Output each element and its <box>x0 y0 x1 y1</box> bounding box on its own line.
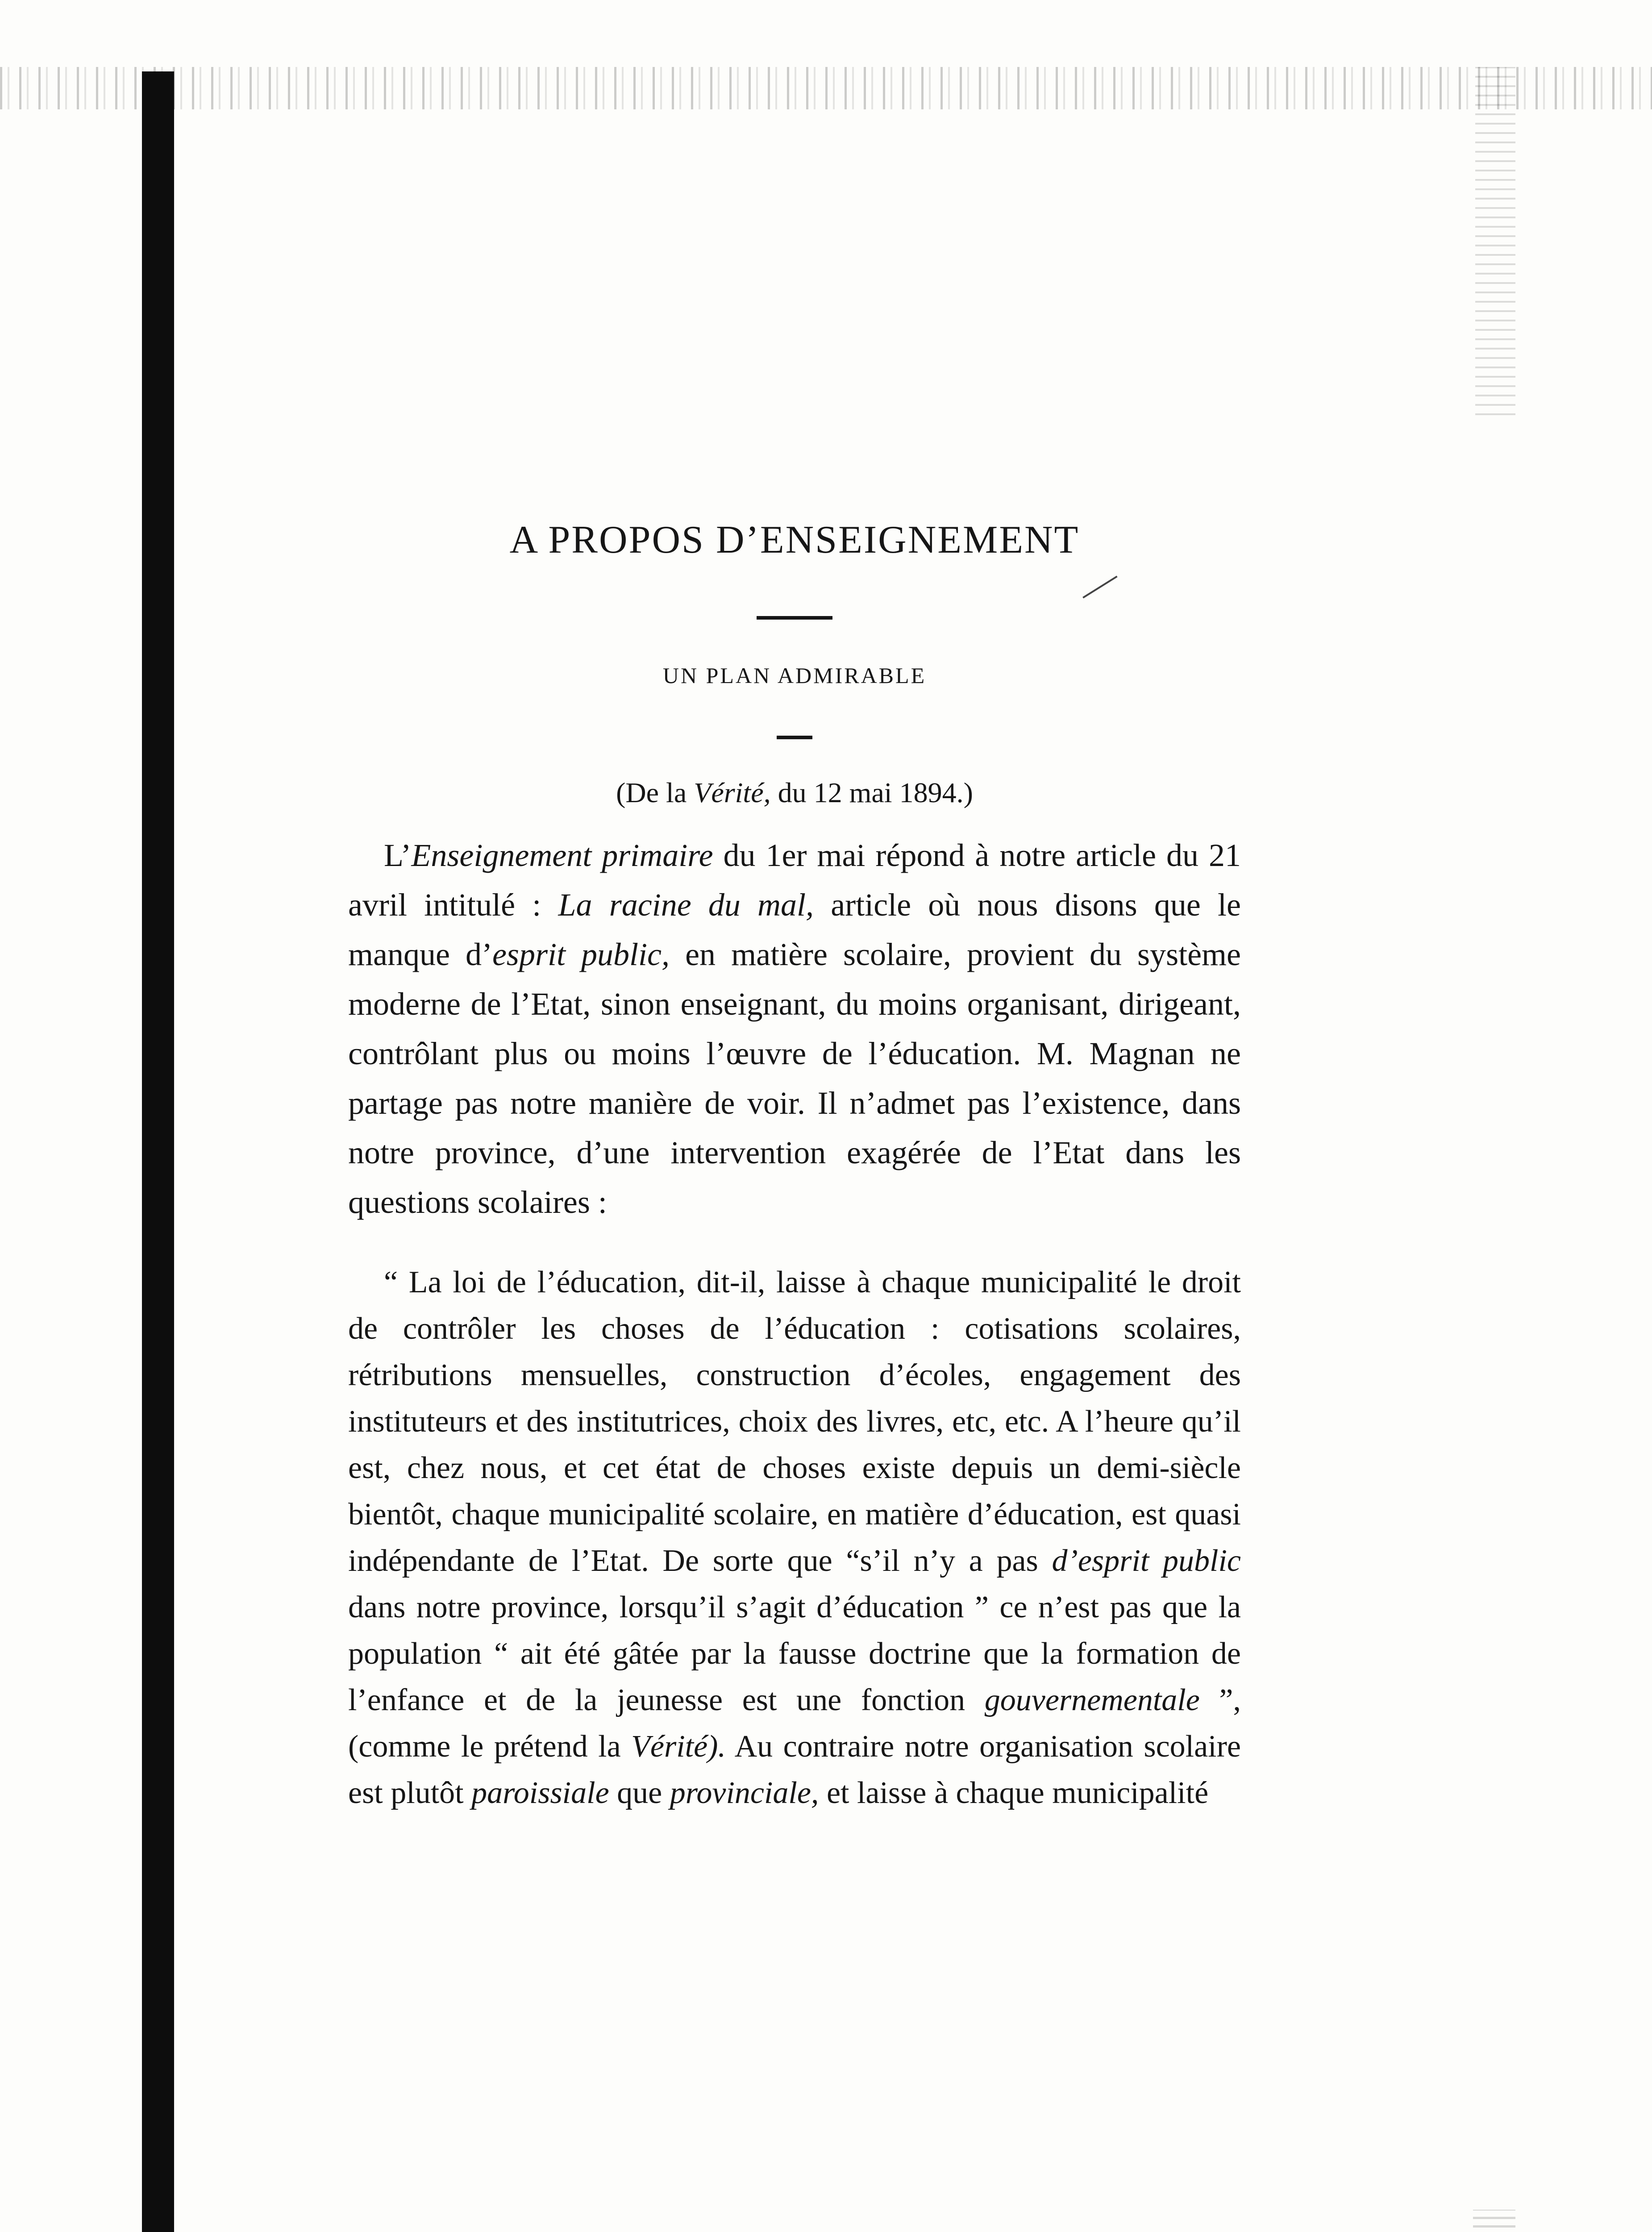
p2-italic-4: paroissiale <box>471 1776 609 1810</box>
p1-text-1: L’ <box>384 837 412 873</box>
subtitle-rule <box>777 736 812 739</box>
p2-italic-1: d’esprit public <box>1052 1544 1241 1578</box>
p2-italic-2: gouvernementale <box>984 1683 1200 1717</box>
source-journal: Vérité, <box>694 777 771 808</box>
source-suffix: du 12 mai 1894.) <box>770 777 973 808</box>
paragraph-2-quote <box>348 1259 1241 1816</box>
binding-shadow <box>142 71 174 2232</box>
source-line <box>348 773 1241 813</box>
p1-italic-1: Enseignement primaire <box>411 837 713 873</box>
p2-text-4: Au contraire notre organisation scolaire est plutôt <box>348 1729 1241 1810</box>
article <box>348 513 1241 1848</box>
p1-text-3: article où nous disons que le manque d’ <box>348 887 1241 972</box>
p2-text-2: dans notre province, lorsqu’il s’agit d’éducation ” ce n’est pas que la population “ ait été gâtée par la fausse doctrine que la formation de l’enfance et de la jeunesse est une fonction <box>348 1590 1241 1717</box>
p1-italic-3: esprit public, <box>492 937 670 972</box>
p2-text-1: “ La loi de l’éducation, dit-il, laisse à chaque municipalité le droit de contrôler les choses de l’éducation : cotisations scolaires, rétributions mensuelles, construction d’écoles, engagement des instituteurs et des institutrices, choix des livres, etc, etc. A l’heure qu’il est, chez nous, et cet état de choses existe depuis un demi-siècle bientôt, chaque municipalité scolaire, en matière d’éducation, est quasi indépendante de l’Etat. De sorte que “s’il n’y a pas <box>348 1265 1241 1578</box>
scan-noise-right <box>1475 67 1515 415</box>
source-prefix: (De la <box>616 777 694 808</box>
article-title: A PROPOS D’ENSEIGNEMENT <box>509 518 1080 562</box>
paragraph-1 <box>348 831 1241 1227</box>
scan-noise-top <box>0 67 1652 109</box>
p1-italic-2: La racine du mal, <box>558 887 814 923</box>
p2-italic-3: Vérité). <box>631 1729 726 1764</box>
p2-text-5: que <box>609 1776 670 1810</box>
p2-text-6: et laisse à chaque municipalité <box>819 1776 1209 1810</box>
p1-text-2: du 1er mai répond à notre article du 21 avril intitulé : <box>348 837 1241 923</box>
title-rule <box>757 616 832 620</box>
p2-text-3: ”, (comme le prétend la <box>348 1683 1241 1764</box>
p2-italic-5: provinciale, <box>670 1776 819 1810</box>
article-subtitle: UN PLAN ADMIRABLE <box>662 663 927 688</box>
p1-text-4: en matière scolaire, provient du système moderne de l’Etat, sinon enseignant, du moins organisant, dirigeant, contrôlant plus ou moins l’œuvre de l’éducation. M. Magnan ne partage pas notre manière de voir. Il n’admet pas l’existence, dans notre province, d’une intervention exagérée de l’Etat dans les questions scolaires : <box>348 937 1241 1220</box>
scan-noise-right-lower <box>1473 2210 1515 2232</box>
